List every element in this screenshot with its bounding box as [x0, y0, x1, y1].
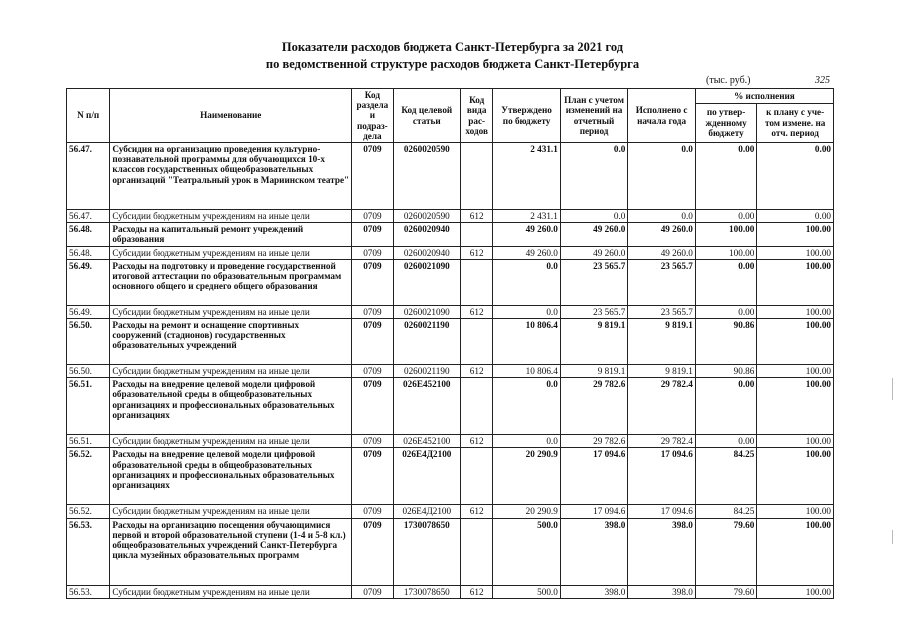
row-type-code: 612 [461, 505, 493, 518]
row-name: Субсидии бюджетным учреждениям на иные цели [110, 210, 352, 223]
row-article-code: 026Е4Д2100 [393, 448, 461, 505]
row-num: 56.51. [67, 378, 110, 435]
row-plan: 23 565.7 [560, 305, 628, 318]
page-subtitle: по ведомственной структуре расходов бюджета Санкт-Петербурга [265, 57, 640, 71]
row-article-code: 0260021190 [393, 365, 461, 378]
row-pct-plan: 100.00 [757, 585, 834, 598]
row-pct-approved: 100.00 [695, 223, 756, 246]
row-executed: 398.0 [628, 518, 696, 585]
row-pct-approved: 0.00 [695, 143, 756, 210]
row-num: 56.48. [67, 246, 110, 259]
row-executed: 17 094.6 [628, 448, 696, 505]
row-plan: 29 782.6 [560, 378, 628, 435]
row-plan: 0.0 [560, 210, 628, 223]
row-name: Расходы на внедрение целевой модели цифровой образовательной среды в общеобразовательных организациях и профессиональных образовательных организациях [110, 378, 352, 435]
row-pct-plan: 100.00 [757, 378, 834, 435]
header-pct-approved: по утвер-жденному бюджету [695, 103, 756, 142]
row-pct-plan: 100.00 [757, 435, 834, 448]
row-type-code [461, 143, 493, 210]
row-pct-plan: 100.00 [757, 365, 834, 378]
row-type-code: 612 [461, 435, 493, 448]
row-executed: 23 565.7 [628, 259, 696, 305]
row-num: 56.49. [67, 305, 110, 318]
row-article-code: 0260020940 [393, 223, 461, 246]
row-type-code [461, 518, 493, 585]
row-executed: 29 782.4 [628, 378, 696, 435]
row-section-code: 0709 [352, 365, 393, 378]
table-row [67, 435, 834, 448]
row-name: Расходы на капитальный ремонт учреждений образования [110, 223, 352, 246]
row-plan: 9 819.1 [560, 319, 628, 365]
row-article-code: 026Е4Д2100 [393, 505, 461, 518]
row-section-code: 0709 [352, 305, 393, 318]
row-approved: 0.0 [493, 435, 561, 448]
row-num: 56.53. [67, 585, 110, 598]
row-pct-plan: 100.00 [757, 448, 834, 505]
row-type-code: 612 [461, 305, 493, 318]
row-executed: 23 565.7 [628, 305, 696, 318]
row-executed: 398.0 [628, 585, 696, 598]
row-approved: 500.0 [493, 518, 561, 585]
header-approved: Утверждено по бюджету [493, 89, 561, 143]
row-pct-plan: 100.00 [757, 223, 834, 246]
units-label: (тыс. руб.) [706, 75, 751, 86]
row-article-code: 1730078650 [393, 518, 461, 585]
header-num: N п/п [67, 89, 110, 143]
table-row [67, 378, 834, 435]
header-type: Код вида рас-ходов [461, 89, 493, 143]
row-approved: 10 806.4 [493, 365, 561, 378]
table-row [67, 246, 834, 259]
row-section-code: 0709 [352, 259, 393, 305]
row-num: 56.47. [67, 143, 110, 210]
row-plan: 49 260.0 [560, 246, 628, 259]
row-type-code: 612 [461, 246, 493, 259]
row-type-code [461, 378, 493, 435]
row-approved: 49 260.0 [493, 223, 561, 246]
row-num: 56.53. [67, 518, 110, 585]
table-row [67, 223, 834, 246]
row-type-code [461, 259, 493, 305]
row-section-code: 0709 [352, 319, 393, 365]
header-name: Наименование [110, 89, 352, 143]
row-plan: 9 819.1 [560, 365, 628, 378]
row-approved: 49 260.0 [493, 246, 561, 259]
row-name: Субсидии бюджетным учреждениям на иные цели [110, 585, 352, 598]
row-pct-plan: 100.00 [757, 259, 834, 305]
table-row [67, 319, 834, 365]
row-article-code: 0260021190 [393, 319, 461, 365]
row-pct-plan: 100.00 [757, 305, 834, 318]
row-pct-plan: 100.00 [757, 319, 834, 365]
row-num: 56.52. [67, 448, 110, 505]
header-executed: Исполнено с начала года [628, 89, 696, 143]
row-name: Субсидии бюджетным учреждениям на иные цели [110, 365, 352, 378]
row-section-code: 0709 [352, 210, 393, 223]
header-percent-group: % исполнения [695, 89, 833, 104]
row-num: 56.48. [67, 223, 110, 246]
row-section-code: 0709 [352, 378, 393, 435]
row-name: Субсидии бюджетным учреждениям на иные цели [110, 305, 352, 318]
row-executed: 49 260.0 [628, 223, 696, 246]
row-plan: 0.0 [560, 143, 628, 210]
row-pct-approved: 90.86 [695, 319, 756, 365]
row-pct-approved: 84.25 [695, 448, 756, 505]
page-number: 325 [815, 75, 830, 86]
row-executed: 17 094.6 [628, 505, 696, 518]
row-section-code: 0709 [352, 505, 393, 518]
row-pct-approved: 0.00 [695, 378, 756, 435]
row-pct-approved: 0.00 [695, 259, 756, 305]
row-name: Субсидии бюджетным учреждениям на иные цели [110, 246, 352, 259]
row-pct-plan: 0.00 [757, 143, 834, 210]
row-name: Расходы на организацию посещения обучающимися первой и второй образовательной ступени (1-4 и 5-8 кл.) общеобразовательных учреждений Санкт-Петербурга цикла музейных образовательных программ [110, 518, 352, 585]
row-section-code: 0709 [352, 435, 393, 448]
table-row [67, 143, 834, 210]
row-approved: 10 806.4 [493, 319, 561, 365]
row-plan: 17 094.6 [560, 448, 628, 505]
header-pct-plan: к плану с уче-том измене. на отч. период [757, 103, 834, 142]
row-name: Субсидия на организацию проведения культурно-познавательной программы для обучающихся 10-х классов государственных общеобразовательных организаций "Театральный урок в Мариинском театре" [110, 143, 352, 210]
row-pct-plan: 0.00 [757, 210, 834, 223]
row-approved: 500.0 [493, 585, 561, 598]
header-section: Код раздела и подраз-дела [352, 89, 393, 143]
row-type-code [461, 448, 493, 505]
row-type-code [461, 223, 493, 246]
row-article-code: 0260020590 [393, 143, 461, 210]
row-article-code: 0260020590 [393, 210, 461, 223]
margin-mark [892, 530, 893, 544]
row-num: 56.49. [67, 259, 110, 305]
row-section-code: 0709 [352, 585, 393, 598]
row-approved: 0.0 [493, 378, 561, 435]
row-plan: 17 094.6 [560, 505, 628, 518]
row-name: Субсидии бюджетным учреждениям на иные цели [110, 435, 352, 448]
table-row [67, 259, 834, 305]
row-name: Расходы на подготовку и проведение государственной итоговой аттестации по образовательным программам основного общего и среднего общего образования [110, 259, 352, 305]
row-pct-approved: 0.00 [695, 210, 756, 223]
row-plan: 398.0 [560, 585, 628, 598]
row-pct-approved: 79.60 [695, 518, 756, 585]
row-pct-approved: 0.00 [695, 305, 756, 318]
header-article: Код целевой статьи [393, 89, 461, 143]
row-num: 56.50. [67, 365, 110, 378]
row-name: Расходы на ремонт и оснащение спортивных сооружений (стадионов) государственных образовательных учреждений [110, 319, 352, 365]
row-name: Субсидии бюджетным учреждениям на иные цели [110, 505, 352, 518]
row-executed: 49 260.0 [628, 246, 696, 259]
row-pct-approved: 0.00 [695, 435, 756, 448]
row-type-code: 612 [461, 585, 493, 598]
row-num: 56.52. [67, 505, 110, 518]
row-approved: 0.0 [493, 305, 561, 318]
row-executed: 0.0 [628, 143, 696, 210]
row-article-code: 0260021090 [393, 259, 461, 305]
row-num: 56.51. [67, 435, 110, 448]
row-pct-approved: 100.00 [695, 246, 756, 259]
table-row [67, 505, 834, 518]
row-section-code: 0709 [352, 246, 393, 259]
row-pct-plan: 100.00 [757, 518, 834, 585]
row-approved: 0.0 [493, 259, 561, 305]
row-pct-approved: 79.60 [695, 585, 756, 598]
table-row [67, 210, 834, 223]
row-section-code: 0709 [352, 143, 393, 210]
row-pct-plan: 100.00 [757, 246, 834, 259]
row-section-code: 0709 [352, 518, 393, 585]
row-executed: 9 819.1 [628, 365, 696, 378]
table-row [67, 365, 834, 378]
table-row [67, 305, 834, 318]
row-name: Расходы на внедрение целевой модели цифровой образовательной среды в общеобразовательных организациях и профессиональных образовательных организациях [110, 448, 352, 505]
row-article-code: 1730078650 [393, 585, 461, 598]
margin-mark [892, 378, 893, 400]
row-section-code: 0709 [352, 448, 393, 505]
row-pct-plan: 100.00 [757, 505, 834, 518]
row-pct-approved: 90.86 [695, 365, 756, 378]
row-plan: 29 782.6 [560, 435, 628, 448]
row-executed: 29 782.4 [628, 435, 696, 448]
row-approved: 20 290.9 [493, 448, 561, 505]
row-article-code: 026Е452100 [393, 378, 461, 435]
row-plan: 49 260.0 [560, 223, 628, 246]
row-article-code: 0260020940 [393, 246, 461, 259]
table-row [67, 518, 834, 585]
row-approved: 20 290.9 [493, 505, 561, 518]
row-article-code: 026Е452100 [393, 435, 461, 448]
row-num: 56.50. [67, 319, 110, 365]
row-executed: 9 819.1 [628, 319, 696, 365]
row-type-code: 612 [461, 365, 493, 378]
row-executed: 0.0 [628, 210, 696, 223]
header-plan: План с учетом изменений на отчетный период [560, 89, 628, 143]
row-type-code: 612 [461, 210, 493, 223]
table-row [67, 585, 834, 598]
row-approved: 2 431.1 [493, 210, 561, 223]
page-title: Показатели расходов бюджета Санкт-Петербурга за 2021 год [281, 40, 624, 54]
row-approved: 2 431.1 [493, 143, 561, 210]
row-plan: 23 565.7 [560, 259, 628, 305]
row-plan: 398.0 [560, 518, 628, 585]
row-pct-approved: 84.25 [695, 505, 756, 518]
row-num: 56.47. [67, 210, 110, 223]
row-article-code: 0260021090 [393, 305, 461, 318]
table-row [67, 448, 834, 505]
expenditure-table [66, 88, 834, 599]
row-section-code: 0709 [352, 223, 393, 246]
row-type-code [461, 319, 493, 365]
